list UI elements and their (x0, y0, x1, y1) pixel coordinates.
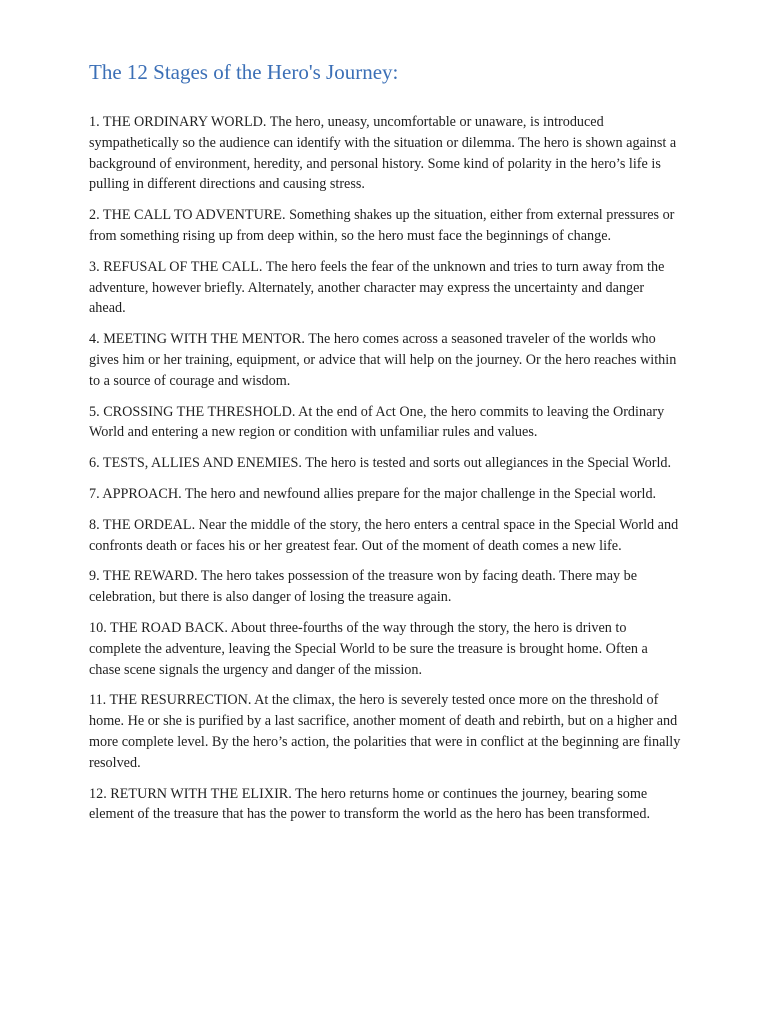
stage-7-paragraph: 7. APPROACH. The hero and newfound allies prepare for the major challenge in the Special world. (89, 485, 657, 502)
stage-12-paragraph: 12. RETURN WITH THE ELIXIR. The hero returns home or continues the journey, bearing some element of the treasure that has the power to transform the world as the hero has been transformed. (89, 785, 650, 823)
stage-11-paragraph: 11. THE RESURRECTION. At the climax, the hero is severely tested once more on the threshold of home. He or she is purified by a last sacrifice, another moment of death and rebirth, but on a higher and more complete level. By the hero’s action, the polarities that were in conflict at the beginning are finally resolved. (89, 692, 681, 771)
stage-1-paragraph: 1. THE ORDINARY WORLD. The hero, uneasy, uncomfortable or unaware, is introduced sympathetically so the audience can identify with the situation or dilemma. The hero is shown against a background of environment, heredity, and personal history. Some kind of polarity in the hero’s life is pulling in different directions and causing stress. (89, 114, 677, 193)
page-title: The 12 Stages of the Hero's Journey: (89, 60, 399, 84)
stage-8-paragraph: 8. THE ORDEAL. Near the middle of the story, the hero enters a central space in the Special World and confronts death or faces his or her greatest fear. Out of the moment of death comes a new life. (89, 516, 679, 554)
stage-4-paragraph: 4. MEETING WITH THE MENTOR. The hero comes across a seasoned traveler of the worlds who gives him or her training, equipment, or advice that will help on the journey. Or the hero reaches within to a source of courage and wisdom. (89, 331, 677, 389)
stage-6-paragraph: 6. TESTS, ALLIES AND ENEMIES. The hero is tested and sorts out allegiances in the Special World. (89, 455, 672, 472)
stage-5-paragraph: 5. CROSSING THE THRESHOLD. At the end of Act One, the hero commits to leaving the Ordinary World and entering a new region or condition with unfamiliar rules and values. (89, 403, 665, 441)
stage-2-paragraph: 2. THE CALL TO ADVENTURE. Something shakes up the situation, either from external pressures or from something rising up from deep within, so the hero must face the beginnings of change. (89, 207, 675, 244)
stage-3-paragraph: 3. REFUSAL OF THE CALL. The hero feels the fear of the unknown and tries to turn away from the adventure, however briefly. Alternately, another character may express the uncertainty and danger ahead. (89, 258, 665, 317)
stage-10-paragraph: 10. THE ROAD BACK. About three-fourths of the way through the story, the hero is driven to complete the adventure, leaving the Special World to be sure the treasure is brought home. Often a chase scene signals the urgency and danger of the mission. (89, 619, 648, 678)
document-page (89, 58, 681, 835)
stage-9-paragraph: 9. THE REWARD. The hero takes possession of the treasure won by facing death. There may be celebration, but there is also danger of losing the treasure again. (89, 568, 638, 606)
